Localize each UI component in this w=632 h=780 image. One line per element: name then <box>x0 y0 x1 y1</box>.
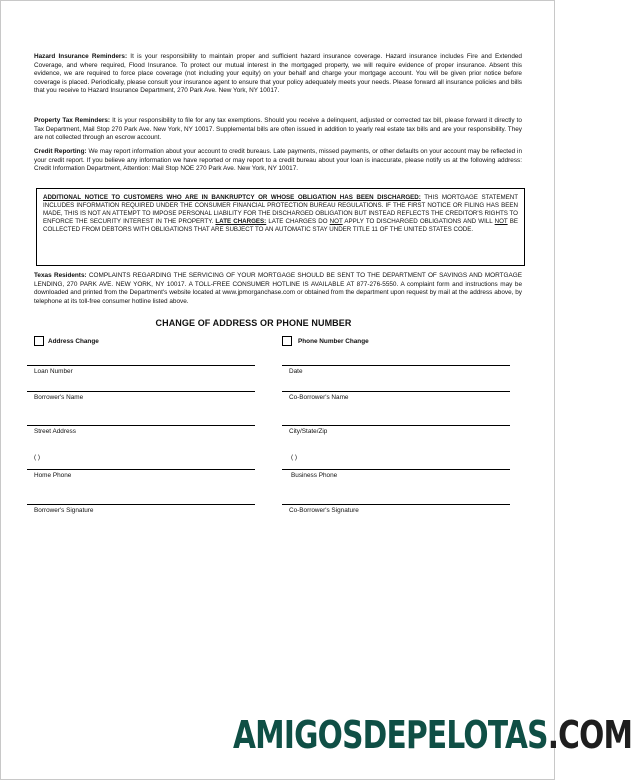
borrower-name-field[interactable] <box>27 391 255 392</box>
address-change-checkbox[interactable] <box>34 336 44 346</box>
street-address-field[interactable] <box>27 425 255 426</box>
credit-reporting-text: We may report information about your account to credit bureaus. Late payments, missed payments, or other defaults on your account may be reflected in your credit report. If you believe any information we have reported or may report to a credit bureau about your loan is inaccurate, please notify us at the following address: Credit Information Department, Attention: Mail Stop NOE 270 Park Ave. New York, NY 10017. <box>34 148 522 173</box>
notice-body: APPLY TO DISCHARGED OBLIGATIONS AND WILL <box>342 218 495 225</box>
home-phone-field[interactable] <box>27 469 255 470</box>
property-tax-label: Property Tax Reminders: <box>34 117 111 124</box>
loan-number-field[interactable] <box>27 365 255 366</box>
not-emphasis: NOT <box>494 218 508 225</box>
business-phone-label: Business Phone <box>291 472 338 479</box>
city-state-zip-label: City/State/Zip <box>289 428 328 435</box>
business-phone-area-code: ( ) <box>291 454 298 461</box>
borrower-signature-label: Borrower's Signature <box>34 507 94 514</box>
date-label: Date <box>289 368 303 375</box>
texas-residents-label: Texas Residents: <box>34 272 87 279</box>
home-phone-area-code: ( ) <box>34 454 41 461</box>
coborrower-signature-label: Co-Borrower's Signature <box>289 507 359 514</box>
address-change-label: Address Change <box>48 338 99 345</box>
borrower-name-label: Borrower's Name <box>34 394 84 401</box>
hazard-insurance-label: Hazard Insurance Reminders: <box>34 53 128 60</box>
phone-change-checkbox[interactable] <box>282 336 292 346</box>
notice-body: BE COLLECTED FROM DEBTORS WITH OBLIGATIONS THAT ARE SUBJECT TO AN AUTOMATIC STAY UNDER TITLE 11 OF THE UNITED STATES CODE. <box>43 218 518 233</box>
notice-heading: ADDITIONAL NOTICE TO CUSTOMERS WHO ARE IN BANKRUPTCY OR WHOSE OBLIGATION HAS BEEN DISCHARGED: <box>43 194 421 201</box>
borrower-signature-field[interactable] <box>27 504 255 505</box>
business-phone-field[interactable] <box>282 469 510 470</box>
hazard-insurance-text: It is your responsibility to maintain proper and sufficient hazard insurance coverage. Hazard insurance includes Fire and Extended Coverage, and where required, Flood Insurance. To protect our mutual interest in the mortgaged property, we will require evidence of proper insurance. Absent this evidence, we are required to force place coverage (not including your equity) on your behalf and charge your mortgage account. You will be given prior notice before coverage is placed. Periodically, please consult your insurance agent to ensure that your policy adequately meets your needs. Please forward all insurance policies and bills that you receive to Hazard Insurance Department, 270 Park Ave. New York, NY 10017. <box>34 53 522 95</box>
watermark-suffix: .COM <box>547 713 632 757</box>
city-state-zip-field[interactable] <box>282 425 510 426</box>
texas-complaint-text: A complaint form and instructions may be downloaded and printed from the Department's website located at www.jpmorganchase.com or obtained from the department upon request by mail at the address above, by telephone at its toll-free consumer hotline listed above. <box>34 280 522 305</box>
coborrower-signature-field[interactable] <box>282 504 510 505</box>
property-tax-text: It is your responsibility to file for any tax exemptions. Should you receive a delinquent, adjusted or corrected tax bill, please forward it directly to Tax Department, Mail Stop 270 Park Ave. New York, NY 10017. Supplemental bills are often issued in addition to yearly real estate tax bills and are your responsibility. They are not collected through an escrow account. <box>34 117 522 142</box>
notice-body: THIS MORTGAGE STATEMENT INCLUDES INFORMATION REQUIRED UNDER THE CONSUMER FINANCIAL PROTECTION BUREAU REGULATIONS. IF THE FIRST NOTICE OR FILING HAS BEEN MADE, THIS IS NOT AN ATTEMPT TO IMPOSE PERSONAL LIABILITY FOR THE DISCHARGED OBLIGATION BUT INSTEAD REFLECTS THE CREDITOR'S RIGHTS TO ENFORCE THE SECURITY INTEREST IN THE PROPERTY. <box>43 194 518 225</box>
property-tax-paragraph <box>34 117 522 143</box>
late-charges-label: LATE CHARGES: <box>215 218 267 225</box>
home-phone-label: Home Phone <box>34 472 72 479</box>
phone-change-label: Phone Number Change <box>298 338 369 345</box>
credit-reporting-paragraph <box>34 148 522 174</box>
watermark-logo <box>233 713 632 757</box>
texas-residents-text: COMPLAINTS REGARDING THE SERVICING OF YOUR MORTGAGE SHOULD BE SENT TO THE DEPARTMENT OF SAVINGS AND MORTGAGE LENDING, 270 PARK AVE. NEW YORK, NY 10017. A TOLL-FREE CONSUMER HOTLINE IS AVAILABLE AT 877-276-5550. <box>34 272 522 288</box>
notice-body: LATE CHARGES DO <box>266 218 330 225</box>
bankruptcy-notice-box <box>36 188 525 266</box>
credit-reporting-label: Credit Reporting: <box>34 148 87 155</box>
date-field[interactable] <box>282 365 510 366</box>
watermark-text: AMIGOSDEPELOTAS <box>233 713 548 757</box>
loan-number-label: Loan Number <box>34 368 73 375</box>
form-title: CHANGE OF ADDRESS OR PHONE NUMBER <box>155 318 352 328</box>
coborrower-name-field[interactable] <box>282 391 510 392</box>
coborrower-name-label: Co-Borrower's Name <box>289 394 349 401</box>
street-address-label: Street Address <box>34 428 76 435</box>
not-emphasis: NOT <box>329 218 343 225</box>
texas-residents-paragraph <box>34 272 522 306</box>
hazard-insurance-paragraph <box>34 53 522 96</box>
